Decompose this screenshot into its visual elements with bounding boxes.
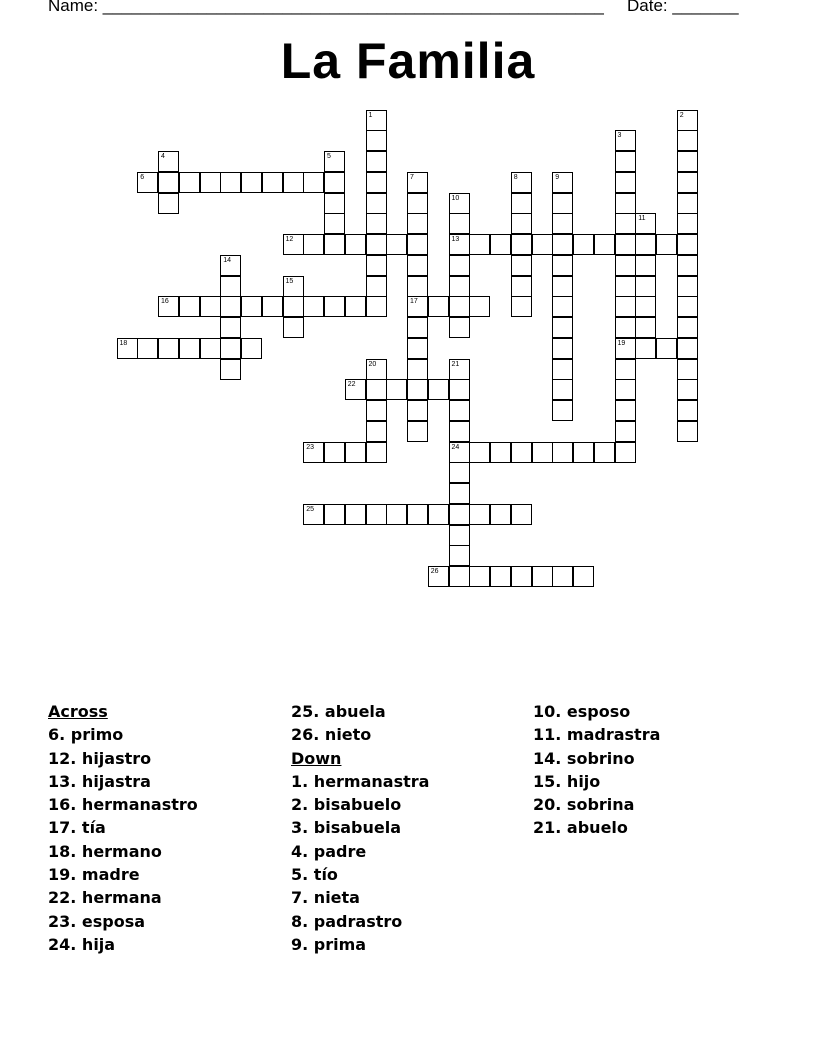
crossword-cell[interactable]: [345, 379, 366, 400]
crossword-cell[interactable]: [283, 296, 304, 317]
crossword-cell[interactable]: [428, 504, 449, 525]
crossword-cell[interactable]: [179, 172, 200, 193]
crossword-cell[interactable]: [615, 130, 636, 151]
crossword-cell[interactable]: [407, 213, 428, 234]
crossword-cell[interactable]: [200, 338, 221, 359]
crossword-cell[interactable]: [324, 504, 345, 525]
clue-number: 12: [285, 236, 294, 243]
crossword-cell[interactable]: [449, 317, 470, 338]
crossword-cell[interactable]: [449, 504, 470, 525]
crossword-cell[interactable]: [615, 193, 636, 214]
crossword-cell[interactable]: [220, 317, 241, 338]
crossword-cell[interactable]: [220, 276, 241, 297]
crossword-cell[interactable]: [552, 234, 573, 255]
crossword-cell[interactable]: [511, 172, 532, 193]
clue-number: 19: [617, 339, 626, 347]
crossword-cell[interactable]: [635, 338, 656, 359]
clue-down-4: 4. padre: [291, 841, 367, 861]
crossword-cell[interactable]: [552, 566, 573, 587]
clue-number: 2: [679, 111, 684, 119]
clue-down-7: 7. nieta: [291, 888, 360, 908]
clue-across-26: 26. nieto: [291, 725, 372, 745]
crossword-cell[interactable]: [324, 151, 345, 172]
crossword-cell[interactable]: [594, 442, 615, 463]
crossword-cell[interactable]: [635, 234, 656, 255]
crossword-cell[interactable]: [262, 172, 283, 193]
crossword-cell[interactable]: [532, 566, 553, 587]
clue-across-25: 25. abuela: [291, 702, 386, 721]
crossword-cell[interactable]: [158, 296, 179, 317]
clue-number: 25: [306, 505, 315, 513]
clue-across-22: 22. hermana: [48, 888, 162, 908]
crossword-cell[interactable]: [449, 255, 470, 276]
crossword-cell[interactable]: [615, 379, 636, 400]
crossword-cell[interactable]: [324, 296, 345, 317]
crossword-cell[interactable]: [594, 234, 615, 255]
crossword-cell[interactable]: [656, 338, 677, 359]
clues-column-1: [48, 700, 288, 956]
clue-number: 5: [327, 153, 331, 160]
clue-down-9: 9. prima: [291, 934, 367, 954]
crossword-cell[interactable]: [511, 296, 532, 317]
crossword-cell[interactable]: [428, 296, 449, 317]
clue-across-12: 12. hijastro: [48, 748, 152, 768]
crossword-cell[interactable]: [303, 296, 324, 317]
clue-across-19: 19. madre: [48, 865, 140, 885]
crossword-cell[interactable]: [283, 172, 304, 193]
crossword-cell[interactable]: [552, 193, 573, 214]
crossword-cell[interactable]: [407, 296, 428, 317]
crossword-cell[interactable]: [241, 172, 262, 193]
clue-number: 23: [306, 443, 315, 451]
crossword-cell[interactable]: [366, 213, 387, 234]
crossword-cell[interactable]: [407, 193, 428, 214]
crossword-cell[interactable]: [407, 504, 428, 525]
crossword-cell[interactable]: [366, 276, 387, 297]
clue-down-10: 10. esposo: [533, 702, 631, 721]
crossword-cell[interactable]: [345, 504, 366, 525]
clue-down-5: 5. tío: [291, 865, 338, 885]
crossword-cell[interactable]: [615, 421, 636, 442]
crossword-cell[interactable]: [303, 234, 324, 255]
crossword-cell[interactable]: [573, 234, 594, 255]
crossword-cell[interactable]: [158, 172, 179, 193]
crossword-cell[interactable]: [615, 255, 636, 276]
crossword-cell[interactable]: [386, 504, 407, 525]
crossword-cell[interactable]: [324, 172, 345, 193]
crossword-cell[interactable]: [324, 234, 345, 255]
crossword-cell[interactable]: [366, 151, 387, 172]
crossword-cell[interactable]: [117, 338, 138, 359]
crossword-cell[interactable]: [366, 359, 387, 380]
clue-down-1: 1. hermanastra: [291, 771, 430, 791]
crossword-cell[interactable]: [552, 172, 573, 193]
crossword-cell[interactable]: [677, 338, 698, 359]
crossword-cell[interactable]: [283, 276, 304, 297]
clue-number: 20: [368, 360, 377, 368]
crossword-cell[interactable]: [677, 359, 698, 380]
clue-down-15: 15. hijo: [533, 771, 601, 791]
crossword-cell[interactable]: [635, 296, 656, 317]
crossword-cell[interactable]: [656, 234, 677, 255]
crossword-cell[interactable]: [407, 379, 428, 400]
crossword-cell[interactable]: [552, 400, 573, 421]
crossword-cell[interactable]: [449, 421, 470, 442]
clue-number: 17: [410, 298, 418, 306]
date-field[interactable]: Date: _______: [627, 0, 739, 15]
crossword-cell[interactable]: [220, 359, 241, 380]
crossword-cell[interactable]: [449, 213, 470, 234]
crossword-cell[interactable]: [573, 442, 594, 463]
crossword-cell[interactable]: [386, 234, 407, 255]
across-heading: Across: [48, 702, 108, 721]
crossword-cell[interactable]: [449, 359, 470, 380]
clue-number: 24: [451, 443, 460, 451]
crossword-cell[interactable]: [552, 213, 573, 234]
crossword-cell[interactable]: [158, 151, 179, 172]
crossword-cell[interactable]: [677, 193, 698, 214]
crossword-cell[interactable]: [407, 400, 428, 421]
crossword-cell[interactable]: [428, 566, 449, 587]
crossword-cell[interactable]: [407, 359, 428, 380]
crossword-cell[interactable]: [532, 234, 553, 255]
crossword-cell[interactable]: [366, 296, 387, 317]
crossword-cell[interactable]: [366, 234, 387, 255]
crossword-cell[interactable]: [449, 276, 470, 297]
crossword-cell[interactable]: [677, 234, 698, 255]
crossword-cell[interactable]: [407, 421, 428, 442]
crossword-cell[interactable]: [615, 400, 636, 421]
crossword-cell[interactable]: [449, 400, 470, 421]
crossword-cell[interactable]: [469, 234, 490, 255]
crossword-cell[interactable]: [158, 193, 179, 214]
crossword-cell[interactable]: [324, 442, 345, 463]
page-title: La Familia: [280, 33, 536, 89]
crossword-cell[interactable]: [449, 462, 470, 483]
crossword-cell[interactable]: [552, 379, 573, 400]
crossword-cell[interactable]: [615, 172, 636, 193]
crossword-cell[interactable]: [511, 442, 532, 463]
crossword-cell[interactable]: [345, 442, 366, 463]
crossword-cell[interactable]: [615, 317, 636, 338]
crossword-cell[interactable]: [635, 276, 656, 297]
crossword-cell[interactable]: [407, 234, 428, 255]
crossword-cell[interactable]: [283, 317, 304, 338]
crossword-cell[interactable]: [552, 317, 573, 338]
crossword-cell[interactable]: [615, 296, 636, 317]
crossword-cell[interactable]: [366, 110, 387, 131]
crossword-cell[interactable]: [490, 504, 511, 525]
crossword-cell[interactable]: [469, 566, 490, 587]
clue-number: 8: [513, 173, 518, 181]
crossword-cell[interactable]: [200, 172, 221, 193]
clue-number: 7: [410, 173, 414, 181]
crossword-cell[interactable]: [158, 338, 179, 359]
crossword-cell[interactable]: [677, 110, 698, 131]
clue-number: 16: [161, 298, 169, 306]
clue-number: 26: [430, 568, 439, 575]
crossword-cell[interactable]: [635, 255, 656, 276]
crossword-cell[interactable]: [615, 442, 636, 463]
crossword-cell[interactable]: [469, 296, 490, 317]
clues-column-3: [533, 700, 773, 840]
crossword-cell[interactable]: [635, 317, 656, 338]
crossword-cell[interactable]: [469, 442, 490, 463]
crossword-cell[interactable]: [677, 255, 698, 276]
crossword-cell[interactable]: [552, 255, 573, 276]
clue-number: 14: [223, 256, 232, 264]
crossword-cell[interactable]: [366, 400, 387, 421]
crossword-cell[interactable]: [407, 172, 428, 193]
crossword-cell[interactable]: [677, 317, 698, 338]
crossword-cell[interactable]: [552, 296, 573, 317]
crossword-cell[interactable]: [366, 504, 387, 525]
crossword-cell[interactable]: [449, 234, 470, 255]
crossword-cell[interactable]: [241, 296, 262, 317]
clue-across-24: 24. hija: [48, 934, 116, 954]
crossword-cell[interactable]: [179, 338, 200, 359]
crossword-cell[interactable]: [449, 193, 470, 214]
crossword-cell[interactable]: [407, 255, 428, 276]
crossword-cell[interactable]: [345, 234, 366, 255]
clue-across-13: 13. hijastra: [48, 771, 151, 791]
crossword-cell[interactable]: [511, 504, 532, 525]
crossword-cell[interactable]: [469, 504, 490, 525]
clue-number: 1: [368, 111, 373, 119]
clue-down-2: 2. bisabuelo: [291, 795, 402, 815]
crossword-cell[interactable]: [511, 234, 532, 255]
crossword-cell[interactable]: [677, 130, 698, 151]
crossword-cell[interactable]: [303, 442, 324, 463]
crossword-cell[interactable]: [220, 255, 241, 276]
crossword-cell[interactable]: [303, 504, 324, 525]
clue-number: 18: [119, 339, 128, 347]
crossword-cell[interactable]: [324, 213, 345, 234]
crossword-cell[interactable]: [677, 379, 698, 400]
clue-down-21: 21. abuelo: [533, 818, 628, 838]
crossword-cell[interactable]: [366, 379, 387, 400]
crossword-cell[interactable]: [407, 338, 428, 359]
clue-down-8: 8. padrastro: [291, 911, 403, 931]
crossword-cell[interactable]: [449, 545, 470, 566]
clue-down-11: 11. madrastra: [533, 725, 661, 745]
crossword-cell[interactable]: [511, 566, 532, 587]
crossword-cell[interactable]: [220, 338, 241, 359]
clue-number: 13: [451, 236, 460, 243]
crossword-cell[interactable]: [324, 193, 345, 214]
clue-number: 4: [161, 153, 165, 160]
clue-across-18: 18. hermano: [48, 841, 162, 861]
clues-column-2: [291, 700, 531, 956]
crossword-cell[interactable]: [241, 338, 262, 359]
crossword-cell[interactable]: [677, 421, 698, 442]
crossword-cell[interactable]: [262, 296, 283, 317]
crossword-cell[interactable]: [511, 213, 532, 234]
crossword-cell[interactable]: [283, 234, 304, 255]
crossword-cell[interactable]: [366, 130, 387, 151]
crossword-cell[interactable]: [366, 421, 387, 442]
name-field[interactable]: Name: _____________________________________________________: [48, 0, 604, 15]
crossword-cell[interactable]: [615, 213, 636, 234]
crossword-cell[interactable]: [220, 172, 241, 193]
crossword-cell[interactable]: [615, 359, 636, 380]
crossword-cell[interactable]: [511, 255, 532, 276]
crossword-cell[interactable]: [428, 379, 449, 400]
crossword-cell[interactable]: [366, 193, 387, 214]
crossword-cell[interactable]: [449, 296, 470, 317]
crossword-cell[interactable]: [345, 296, 366, 317]
crossword-cell[interactable]: [490, 566, 511, 587]
crossword-cell[interactable]: [552, 338, 573, 359]
crossword-cell[interactable]: [137, 172, 158, 193]
clue-down-3: 3. bisabuela: [291, 818, 402, 838]
clue-across-17: 17. tía: [48, 818, 106, 838]
crossword-cell[interactable]: [220, 296, 241, 317]
clue-across-16: 16. hermanastro: [48, 795, 198, 815]
crossword-cell[interactable]: [407, 317, 428, 338]
crossword-cell[interactable]: [677, 151, 698, 172]
crossword-cell[interactable]: [449, 566, 470, 587]
crossword-cell[interactable]: [615, 338, 636, 359]
clue-across-6: 6. primo: [48, 725, 124, 745]
crossword-cell[interactable]: [490, 442, 511, 463]
crossword-cell[interactable]: [677, 400, 698, 421]
crossword-cell[interactable]: [407, 276, 428, 297]
clue-number: 3: [617, 132, 622, 140]
crossword-cell[interactable]: [615, 151, 636, 172]
clue-down-20: 20. sobrina: [533, 795, 635, 815]
crossword-cell[interactable]: [677, 213, 698, 234]
crossword-cell[interactable]: [137, 338, 158, 359]
clue-number: 15: [285, 277, 294, 285]
crossword-cell[interactable]: [366, 255, 387, 276]
clue-number: 9: [555, 173, 560, 181]
crossword-cell[interactable]: [511, 276, 532, 297]
crossword-cell[interactable]: [677, 296, 698, 317]
crossword-cell[interactable]: [449, 442, 470, 463]
crossword-cell[interactable]: [490, 234, 511, 255]
crossword-cell[interactable]: [386, 379, 407, 400]
crossword-cell[interactable]: [552, 442, 573, 463]
crossword-cell[interactable]: [552, 359, 573, 380]
crossword-cell[interactable]: [303, 172, 324, 193]
crossword-cell[interactable]: [677, 276, 698, 297]
clue-down-14: 14. sobrino: [533, 748, 635, 768]
clue-number: 10: [451, 194, 460, 202]
crossword-cell[interactable]: [179, 296, 200, 317]
crossword-cell[interactable]: [615, 234, 636, 255]
crossword-cell[interactable]: [200, 296, 221, 317]
crossword-cell[interactable]: [366, 172, 387, 193]
crossword-cell[interactable]: [615, 276, 636, 297]
crossword-cell[interactable]: [677, 172, 698, 193]
clue-number: 6: [140, 173, 145, 181]
crossword-cell[interactable]: [511, 193, 532, 214]
crossword-cell[interactable]: [449, 379, 470, 400]
down-heading: Down: [291, 748, 342, 768]
crossword-cell[interactable]: [573, 566, 594, 587]
crossword-cell[interactable]: [532, 442, 553, 463]
crossword-cell[interactable]: [635, 213, 656, 234]
clue-number: 11: [638, 215, 646, 223]
crossword-cell[interactable]: [552, 276, 573, 297]
clue-across-23: 23. esposa: [48, 911, 146, 931]
clue-number: 22: [347, 381, 356, 389]
crossword-cell[interactable]: [449, 483, 470, 504]
clue-number: 21: [451, 360, 460, 368]
crossword-cell[interactable]: [449, 525, 470, 546]
crossword-cell[interactable]: [366, 442, 387, 463]
